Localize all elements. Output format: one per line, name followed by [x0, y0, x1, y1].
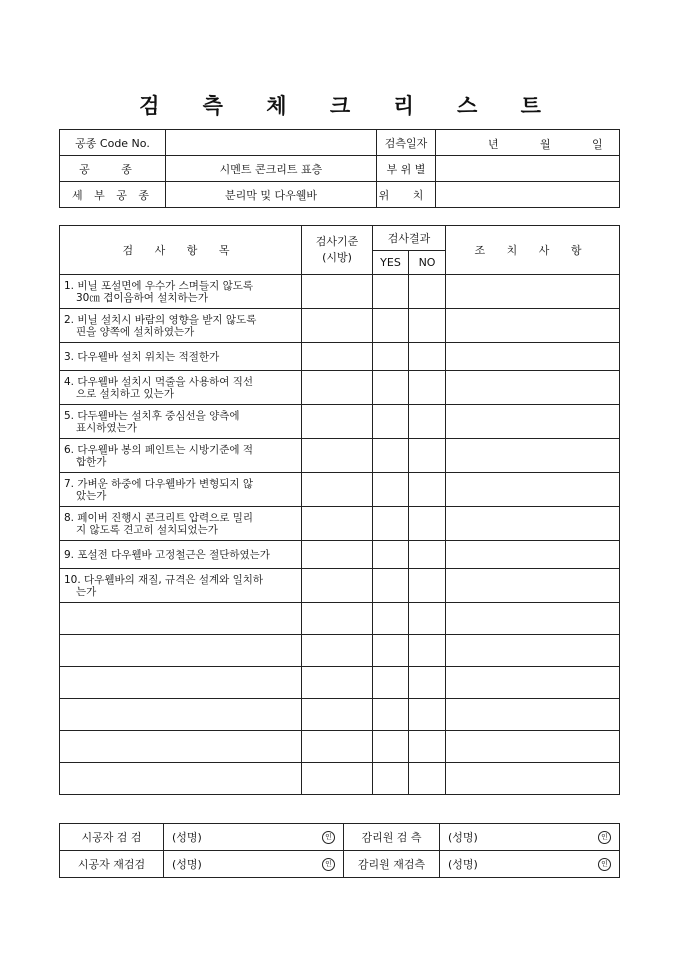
no-cell[interactable]: [409, 343, 446, 371]
col-yes-header: YES: [373, 251, 409, 275]
yes-cell[interactable]: [373, 343, 409, 371]
standard-cell[interactable]: [302, 439, 373, 473]
no-cell[interactable]: [409, 541, 446, 569]
table-row: [60, 439, 620, 473]
checklist-item-line1: 1. 비닐 포설면에 우수가 스며들지 않도록: [64, 279, 253, 292]
supervisor-inspect-label: 감리원 검 측: [344, 824, 440, 851]
yes-cell[interactable]: [373, 635, 409, 667]
no-cell[interactable]: [409, 405, 446, 439]
work-value: 시멘트 콘크리트 표층: [166, 156, 377, 182]
no-cell[interactable]: [409, 635, 446, 667]
standard-cell[interactable]: [302, 569, 373, 603]
date-year-label: 년: [488, 138, 499, 151]
no-cell[interactable]: [409, 275, 446, 309]
checklist-item: [60, 635, 302, 667]
checklist-item: [60, 275, 302, 309]
checklist-item: [60, 343, 302, 371]
part-value[interactable]: [436, 156, 620, 182]
action-cell[interactable]: [446, 667, 620, 699]
location-label: 위 치: [377, 182, 436, 208]
yes-cell[interactable]: [373, 731, 409, 763]
checklist-item-line2: 지 않도록 견고히 설치되었는가: [76, 523, 218, 536]
checklist-item-line2: 는가: [76, 585, 97, 598]
yes-cell[interactable]: [373, 439, 409, 473]
no-cell[interactable]: [409, 309, 446, 343]
yes-cell[interactable]: [373, 473, 409, 507]
contractor-reinspect-sign[interactable]: [164, 851, 344, 878]
no-cell[interactable]: [409, 763, 446, 795]
date-day-label: 일: [592, 138, 603, 151]
standard-cell[interactable]: [302, 667, 373, 699]
seal-icon: 인: [322, 858, 335, 871]
checklist-item: [60, 763, 302, 795]
standard-cell[interactable]: [302, 763, 373, 795]
yes-cell[interactable]: [373, 699, 409, 731]
standard-cell[interactable]: [302, 473, 373, 507]
standard-cell[interactable]: [302, 343, 373, 371]
yes-cell[interactable]: [373, 667, 409, 699]
work-label: 공 종: [60, 156, 166, 182]
checklist-item-line2: 핀을 양쪽에 설치하였는가: [76, 325, 195, 338]
table-row: [60, 763, 620, 795]
standard-cell[interactable]: [302, 699, 373, 731]
action-cell[interactable]: [446, 569, 620, 603]
checklist-item: [60, 603, 302, 635]
table-row: [60, 507, 620, 541]
no-cell[interactable]: [409, 507, 446, 541]
action-cell[interactable]: [446, 763, 620, 795]
col-standard-line2: (시방): [322, 251, 352, 264]
col-standard-line1: 검사기준: [315, 235, 359, 248]
checklist-item: [60, 405, 302, 439]
yes-cell[interactable]: [373, 763, 409, 795]
checklist-item-line1: 10. 다우웰바의 재질, 규격은 설계와 일치하: [64, 573, 264, 586]
supervisor-inspect-sign[interactable]: [440, 824, 620, 851]
standard-cell[interactable]: [302, 275, 373, 309]
standard-cell[interactable]: [302, 541, 373, 569]
code-value[interactable]: [166, 130, 377, 156]
standard-cell[interactable]: [302, 635, 373, 667]
table-row: [60, 473, 620, 507]
yes-cell[interactable]: [373, 603, 409, 635]
col-result-header: 검사결과: [373, 226, 446, 251]
action-cell[interactable]: [446, 507, 620, 541]
table-row: [60, 603, 620, 635]
action-cell[interactable]: [446, 473, 620, 507]
contractor-reinspect-label: 시공자 재검검: [60, 851, 164, 878]
name-label: (성명): [448, 858, 478, 871]
checklist-item: [60, 731, 302, 763]
standard-cell[interactable]: [302, 371, 373, 405]
standard-cell[interactable]: [302, 603, 373, 635]
checklist-item-line1: 8. 페이버 진행시 콘크리트 압력으로 밀리: [64, 511, 253, 524]
checklist-item: [60, 439, 302, 473]
supervisor-reinspect-sign[interactable]: [440, 851, 620, 878]
checklist-item-line2: 합한가: [76, 455, 107, 468]
no-cell[interactable]: [409, 473, 446, 507]
supervisor-reinspect-label: 감리원 재검측: [344, 851, 440, 878]
table-row: [60, 309, 620, 343]
yes-cell[interactable]: [373, 569, 409, 603]
no-cell[interactable]: [409, 439, 446, 473]
checklist-item-line1: 3. 다우웰바 설치 위치는 적절한가: [64, 350, 220, 363]
seal-icon: 인: [598, 858, 611, 871]
yes-cell[interactable]: [373, 275, 409, 309]
name-label: (성명): [172, 831, 202, 844]
contractor-inspect-label: 시공자 검 검: [60, 824, 164, 851]
part-label: 부 위 별: [377, 156, 436, 182]
standard-cell[interactable]: [302, 309, 373, 343]
checklist-item: [60, 541, 302, 569]
name-label: (성명): [448, 831, 478, 844]
col-no-header: NO: [409, 251, 446, 275]
standard-cell[interactable]: [302, 405, 373, 439]
seal-icon: 인: [598, 831, 611, 844]
col-action-header: 조 치 사 항: [446, 226, 620, 275]
yes-cell[interactable]: [373, 507, 409, 541]
action-cell[interactable]: [446, 309, 620, 343]
standard-cell[interactable]: [302, 731, 373, 763]
checklist-item-line1: 7. 가벼운 하중에 다우웰바가 변형되지 않: [64, 477, 253, 490]
date-label: 검측일자: [377, 130, 436, 156]
yes-cell[interactable]: [373, 309, 409, 343]
date-value[interactable]: [436, 130, 620, 156]
no-cell[interactable]: [409, 371, 446, 405]
checklist-item: [60, 667, 302, 699]
checklist-item-line1: 2. 비닐 설치시 바람의 영향을 받지 않도록: [64, 313, 257, 326]
action-cell[interactable]: [446, 635, 620, 667]
checklist-item: [60, 473, 302, 507]
checklist-table: [59, 225, 620, 795]
action-cell[interactable]: [446, 603, 620, 635]
action-cell[interactable]: [446, 275, 620, 309]
col-item-header: 검 사 항 목: [60, 226, 302, 275]
table-row: [60, 405, 620, 439]
name-label: (성명): [172, 858, 202, 871]
action-cell[interactable]: [446, 439, 620, 473]
checklist-item: [60, 699, 302, 731]
action-cell[interactable]: [446, 371, 620, 405]
action-cell[interactable]: [446, 405, 620, 439]
table-row: [60, 541, 620, 569]
no-cell[interactable]: [409, 699, 446, 731]
table-row: [60, 731, 620, 763]
checklist-item-line2: 으로 설치하고 있는가: [76, 387, 174, 400]
checklist-item-line1: 5. 다두웰바는 설치후 중심선을 양측에: [64, 409, 240, 422]
yes-cell[interactable]: [373, 405, 409, 439]
seal-icon: 인: [322, 831, 335, 844]
contractor-inspect-sign[interactable]: [164, 824, 344, 851]
checklist-item-line2: 표시하였는가: [76, 421, 137, 434]
table-row: [60, 699, 620, 731]
standard-cell[interactable]: [302, 507, 373, 541]
no-cell[interactable]: [409, 667, 446, 699]
detail-value: 분리막 및 다우웰바: [166, 182, 377, 208]
date-month-label: 월: [540, 138, 551, 151]
action-cell[interactable]: [446, 731, 620, 763]
page-title: 검 측 체 크 리 스 트: [139, 93, 559, 118]
table-row: [60, 275, 620, 309]
yes-cell[interactable]: [373, 371, 409, 405]
yes-cell[interactable]: [373, 541, 409, 569]
action-cell[interactable]: [446, 699, 620, 731]
table-row: [60, 569, 620, 603]
no-cell[interactable]: [409, 731, 446, 763]
info-table: [59, 129, 620, 208]
code-label: 공종 Code No.: [60, 130, 166, 156]
detail-label: 세 부 공 종: [60, 182, 166, 208]
col-standard-header: [302, 226, 373, 275]
action-cell[interactable]: [446, 343, 620, 371]
location-value[interactable]: [436, 182, 620, 208]
checklist-item: [60, 507, 302, 541]
checklist-item: [60, 309, 302, 343]
no-cell[interactable]: [409, 603, 446, 635]
table-row: [60, 371, 620, 405]
checklist-item-line1: 9. 포설전 다우웰바 고정철근은 절단하였는가: [64, 548, 270, 561]
table-row: [60, 667, 620, 699]
signature-table: [59, 823, 620, 878]
checklist-item-line1: 6. 다우웰바 봉의 페인트는 시방기준에 적: [64, 443, 253, 456]
table-row: [60, 343, 620, 371]
checklist-item: [60, 569, 302, 603]
checklist-item-line2: 30㎝ 겹이음하여 설치하는가: [76, 291, 208, 304]
checklist-item-line1: 4. 다우웰바 설치시 먹줄을 사용하여 직선: [64, 375, 253, 388]
no-cell[interactable]: [409, 569, 446, 603]
checklist-item: [60, 371, 302, 405]
table-row: [60, 635, 620, 667]
action-cell[interactable]: [446, 541, 620, 569]
checklist-item-line2: 았는가: [76, 489, 107, 502]
